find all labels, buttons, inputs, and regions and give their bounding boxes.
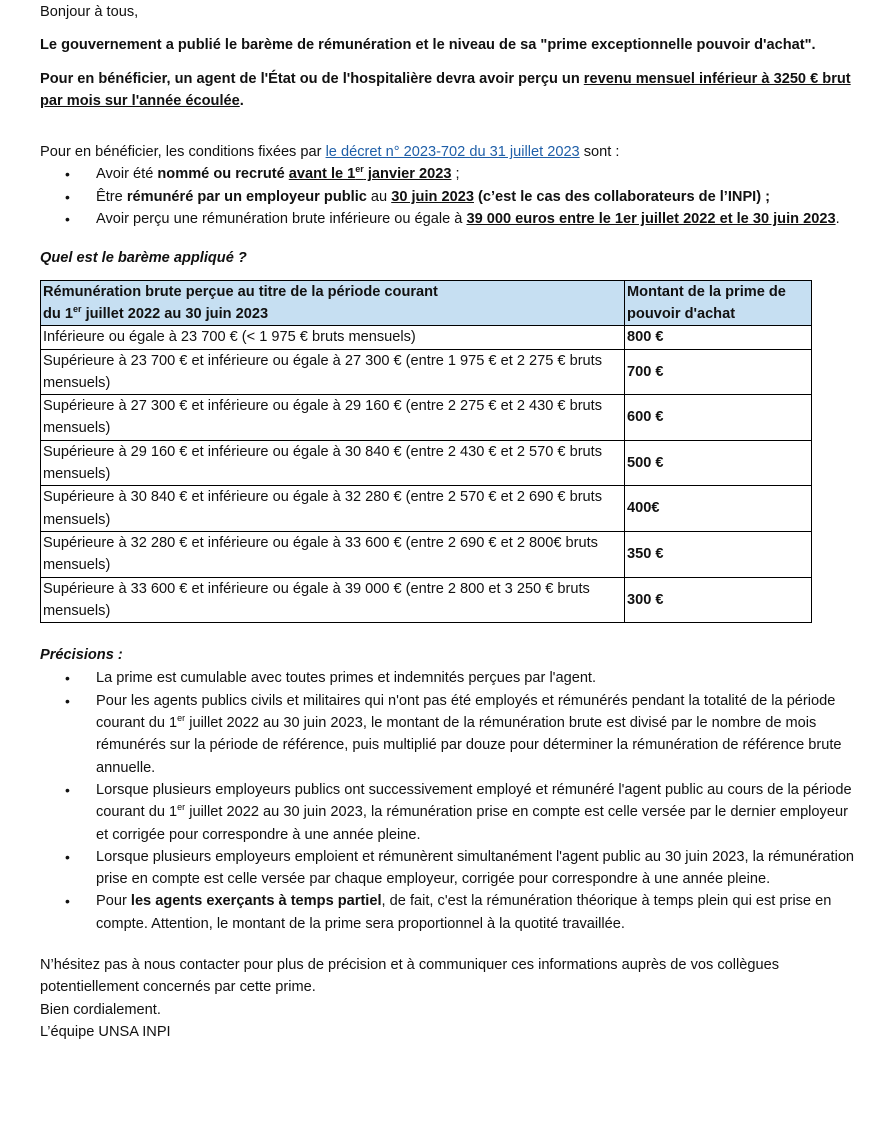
precisions-list [40, 667, 855, 935]
table-row: Supérieure à 30 840 € et inférieure ou égale à 32 280 € (entre 2 570 € et 2 690 € bruts mensuels) 400€ [41, 486, 812, 532]
table-row: Supérieure à 33 600 € et inférieure ou égale à 39 000 € (entre 2 800 et 3 250 € bruts mensuels) 300 € [41, 577, 812, 623]
table-row: Supérieure à 32 280 € et inférieure ou égale à 33 600 € (entre 2 690 € et 2 800€ bruts mensuels) 350 € [41, 531, 812, 577]
table-row: Supérieure à 29 160 € et inférieure ou égale à 30 840 € (entre 2 430 € et 2 570 € bruts mensuels) 500 € [41, 440, 812, 486]
precision-item: • La prime est cumulable avec toutes primes et indemnités perçues par l'agent. [40, 667, 855, 689]
conditions-list [40, 163, 855, 230]
income-threshold: revenu mensuel inférieur à 3250 € brut par mois sur l'année écoulée [40, 70, 851, 109]
greeting: Bonjour à tous, [40, 4, 139, 20]
signature: L’équipe UNSA INPI [40, 1023, 171, 1040]
decree-link[interactable]: le décret n° 2023-702 du 31 juillet 2023 [325, 144, 580, 161]
precision-item: • Lorsque plusieurs employeurs emploient et rémunèrent simultanément l'agent public au 30 juin 2023, la rémunération prise en compte est celle versée par chaque employeur, corrigée pour correspondre à une année pleine. [40, 846, 855, 891]
table-row: Supérieure à 23 700 € et inférieure ou égale à 27 300 € (entre 1 975 € et 2 275 € bruts mensuels) 700 € [41, 349, 812, 395]
conditions-intro: Pour en bénéficier, les conditions fixées par le décret n° 2023-702 du 31 juillet 2023 sont : [40, 144, 620, 161]
condition-item: • Avoir perçu une rémunération brute inférieure ou égale à 39 000 euros entre le 1er juillet 2022 et le 30 juin 2023. [40, 208, 855, 230]
precision-item: • Pour les agents exerçants à temps partiel, de fait, c'est la rémunération théorique à temps plein qui est prise en compte. Attention, le montant de la prime sera proportionnel à la quotité travaillée. [40, 890, 855, 935]
table-row: Inférieure ou égale à 23 700 € (< 1 975 € bruts mensuels) 800 € [41, 326, 812, 349]
condition-item: • Être rémunéré par un employeur public au 30 juin 2023 (c’est le cas des collaborateurs de l’INPI) ; [40, 186, 855, 208]
bareme-table [40, 280, 812, 623]
precisions-title: Précisions : [40, 647, 123, 664]
precision-item: • Pour les agents publics civils et militaires qui n'ont pas été employés et rémunérés pendant la totalité de la période courant du 1er juillet 2022 au 30 juin 2023, le montant de la rémunération brute est divisé par le nombre de mois rémunérés sur la période de référence, puis multiplié par douze pour déterminer la rémunération de référence brute annuelle. [40, 690, 855, 779]
bareme-heading: Quel est le barème appliqué ? [40, 250, 247, 267]
intro-eligibility: Pour en bénéficier, un agent de l'État ou de l'hospitalière devra avoir perçu un revenu mensuel inférieur à 3250 € brut par mois sur l'année écoulée. [40, 70, 851, 109]
condition-item: • Avoir été nommé ou recruté avant le 1er janvier 2023 ; [40, 163, 855, 185]
table-row: Supérieure à 27 300 € et inférieure ou égale à 29 160 € (entre 2 275 € et 2 430 € bruts mensuels) 600 € [41, 395, 812, 441]
header-remuneration: Rémunération brute perçue au titre de la période courant du 1er juillet 2022 au 30 juin 2023 [41, 280, 625, 326]
header-amount: Montant de la prime de pouvoir d'achat [625, 280, 812, 326]
precision-item: • Lorsque plusieurs employeurs publics ont successivement employé et rémunéré l'agent public au cours de la période courant du 1er juillet 2022 au 30 juin 2023, la rémunération prise en compte est celle versée par le dernier employeur et corrigée pour correspondre à une année pleine. [40, 779, 855, 846]
intro-announcement: Le gouvernement a publié le barème de rémunération et le niveau de sa "prime exceptionnelle pouvoir d'achat". [40, 37, 816, 54]
contact-paragraph: N’hésitez pas à nous contacter pour plus de précision et à communiquer ces informations auprès de vos collègues potentiellement concernés par cette prime. [40, 956, 780, 996]
email-body [40, 0, 855, 1043]
regards: Bien cordialement. [40, 1001, 161, 1018]
table-header-row [41, 280, 812, 326]
